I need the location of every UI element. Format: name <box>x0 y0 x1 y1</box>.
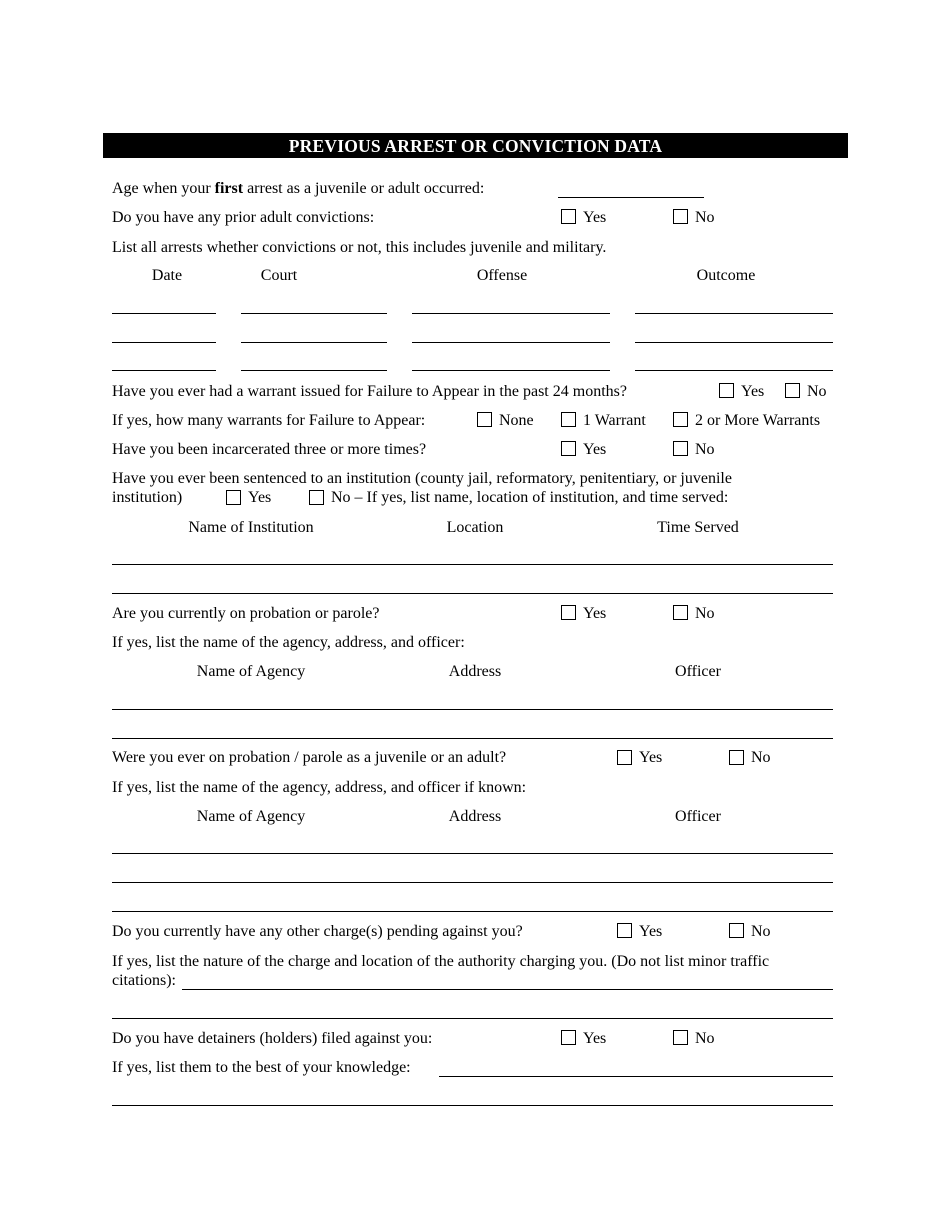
past-probation-entry-line-2[interactable] <box>112 882 833 883</box>
warrant-count-two-plus-label: 2 or More Warrants <box>695 412 821 429</box>
prior-convictions-no-label: No <box>695 209 715 226</box>
warrant-count-none-checkbox[interactable] <box>477 412 492 427</box>
current-probation-col-address: Address <box>448 663 502 680</box>
institution-entry-line-2[interactable] <box>112 593 833 594</box>
arrest-row-3-outcome[interactable] <box>635 370 833 371</box>
current-probation-yes-label: Yes <box>583 605 607 622</box>
past-probation-entry-line-3[interactable] <box>112 911 833 912</box>
current-probation-col-agency: Name of Agency <box>196 663 306 680</box>
warrant-yes-label: Yes <box>741 383 765 400</box>
arrest-row-2-court[interactable] <box>241 342 387 343</box>
form-title: PREVIOUS ARREST OR CONVICTION DATA <box>103 133 848 158</box>
prior-convictions-question: Do you have any prior adult convictions: <box>112 209 375 226</box>
past-probation-col-officer: Officer <box>675 808 721 825</box>
past-probation-col-address: Address <box>448 808 502 825</box>
past-probation-instruction: If yes, list the name of the agency, address, and officer if known: <box>112 779 527 796</box>
institution-question: Have you ever been sentenced to an institution (county jail, reformatory, penitentiary, or juvenile <box>112 470 732 487</box>
arrest-row-2-offense[interactable] <box>412 342 610 343</box>
institution-col-name: Name of Institution <box>188 519 314 536</box>
detainers-instruction: If yes, list them to the best of your knowledge: <box>112 1059 411 1076</box>
pending-charges-yes-label: Yes <box>639 923 663 940</box>
past-probation-col-agency: Name of Agency <box>196 808 306 825</box>
warrant-question: Have you ever had a warrant issued for Failure to Appear in the past 24 months? <box>112 383 627 400</box>
detainers-no-label: No <box>695 1030 715 1047</box>
warrant-count-none-label: None <box>499 412 534 429</box>
incarcerated-question: Have you been incarcerated three or more times? <box>112 441 427 458</box>
current-probation-col-officer: Officer <box>675 663 721 680</box>
warrant-count-question: If yes, how many warrants for Failure to Appear: <box>112 412 426 429</box>
current-probation-yes-checkbox[interactable] <box>561 605 576 620</box>
incarcerated-yes-label: Yes <box>583 441 607 458</box>
first-arrest-label: Age when your first arrest as a juvenile or adult occurred: <box>112 180 485 197</box>
detainers-question: Do you have detainers (holders) filed against you: <box>112 1030 433 1047</box>
current-probation-entry-line-1[interactable] <box>112 709 833 710</box>
arrests-col-date: Date <box>151 267 183 284</box>
detainers-entry-line-2[interactable] <box>112 1105 833 1106</box>
arrest-row-3-offense[interactable] <box>412 370 610 371</box>
prior-convictions-yes-label: Yes <box>583 209 607 226</box>
institution-yes-label: Yes <box>248 489 272 506</box>
arrest-row-1-court[interactable] <box>241 313 387 314</box>
arrest-row-1-date[interactable] <box>112 313 216 314</box>
pending-charges-question: Do you currently have any other charge(s) pending against you? <box>112 923 523 940</box>
pending-charges-no-label: No <box>751 923 771 940</box>
institution-no-label: No – If yes, list name, location of institution, and time served: <box>331 489 729 506</box>
past-probation-yes-checkbox[interactable] <box>617 750 632 765</box>
warrant-no-label: No <box>807 383 827 400</box>
pending-charges-entry-line-1[interactable] <box>182 989 833 990</box>
current-probation-instruction: If yes, list the name of the agency, address, and officer: <box>112 634 465 651</box>
arrest-row-3-court[interactable] <box>241 370 387 371</box>
first-arrest-age-field[interactable] <box>558 197 704 198</box>
detainers-yes-label: Yes <box>583 1030 607 1047</box>
arrest-row-1-outcome[interactable] <box>635 313 833 314</box>
pending-charges-no-checkbox[interactable] <box>729 923 744 938</box>
current-probation-no-checkbox[interactable] <box>673 605 688 620</box>
pending-charges-instruction: If yes, list the nature of the charge and location of the authority charging you. (Do not list minor traffic <box>112 953 770 970</box>
pending-charges-yes-checkbox[interactable] <box>617 923 632 938</box>
current-probation-no-label: No <box>695 605 715 622</box>
arrests-instruction: List all arrests whether convictions or not, this includes juvenile and military. <box>112 239 607 256</box>
arrest-row-3-date[interactable] <box>112 370 216 371</box>
current-probation-entry-line-2[interactable] <box>112 738 833 739</box>
past-probation-no-checkbox[interactable] <box>729 750 744 765</box>
arrest-row-2-outcome[interactable] <box>635 342 833 343</box>
pending-charges-entry-line-2[interactable] <box>112 1018 833 1019</box>
past-probation-yes-label: Yes <box>639 749 663 766</box>
warrant-yes-checkbox[interactable] <box>719 383 734 398</box>
warrant-no-checkbox[interactable] <box>785 383 800 398</box>
prior-convictions-no-checkbox[interactable] <box>673 209 688 224</box>
incarcerated-no-checkbox[interactable] <box>673 441 688 456</box>
past-probation-no-label: No <box>751 749 771 766</box>
arrests-col-offense: Offense <box>476 267 528 284</box>
current-probation-question: Are you currently on probation or parole? <box>112 605 380 622</box>
institution-yes-checkbox[interactable] <box>226 490 241 505</box>
warrant-count-one-label: 1 Warrant <box>583 412 646 429</box>
past-probation-entry-line-1[interactable] <box>112 853 833 854</box>
detainers-no-checkbox[interactable] <box>673 1030 688 1045</box>
incarcerated-no-label: No <box>695 441 715 458</box>
prior-convictions-yes-checkbox[interactable] <box>561 209 576 224</box>
past-probation-question: Were you ever on probation / parole as a juvenile or an adult? <box>112 749 507 766</box>
institution-no-checkbox[interactable] <box>309 490 324 505</box>
institution-question-cont: institution) <box>112 489 183 506</box>
arrests-col-court: Court <box>260 267 298 284</box>
warrant-count-two-plus-checkbox[interactable] <box>673 412 688 427</box>
detainers-yes-checkbox[interactable] <box>561 1030 576 1045</box>
arrest-row-2-date[interactable] <box>112 342 216 343</box>
detainers-entry-line-1[interactable] <box>439 1076 833 1077</box>
incarcerated-yes-checkbox[interactable] <box>561 441 576 456</box>
institution-entry-line-1[interactable] <box>112 564 833 565</box>
institution-col-time-served: Time Served <box>657 519 739 536</box>
institution-col-location: Location <box>446 519 504 536</box>
pending-charges-instruction-cont: citations): <box>112 972 176 989</box>
warrant-count-one-checkbox[interactable] <box>561 412 576 427</box>
arrest-row-1-offense[interactable] <box>412 313 610 314</box>
arrests-col-outcome: Outcome <box>696 267 756 284</box>
